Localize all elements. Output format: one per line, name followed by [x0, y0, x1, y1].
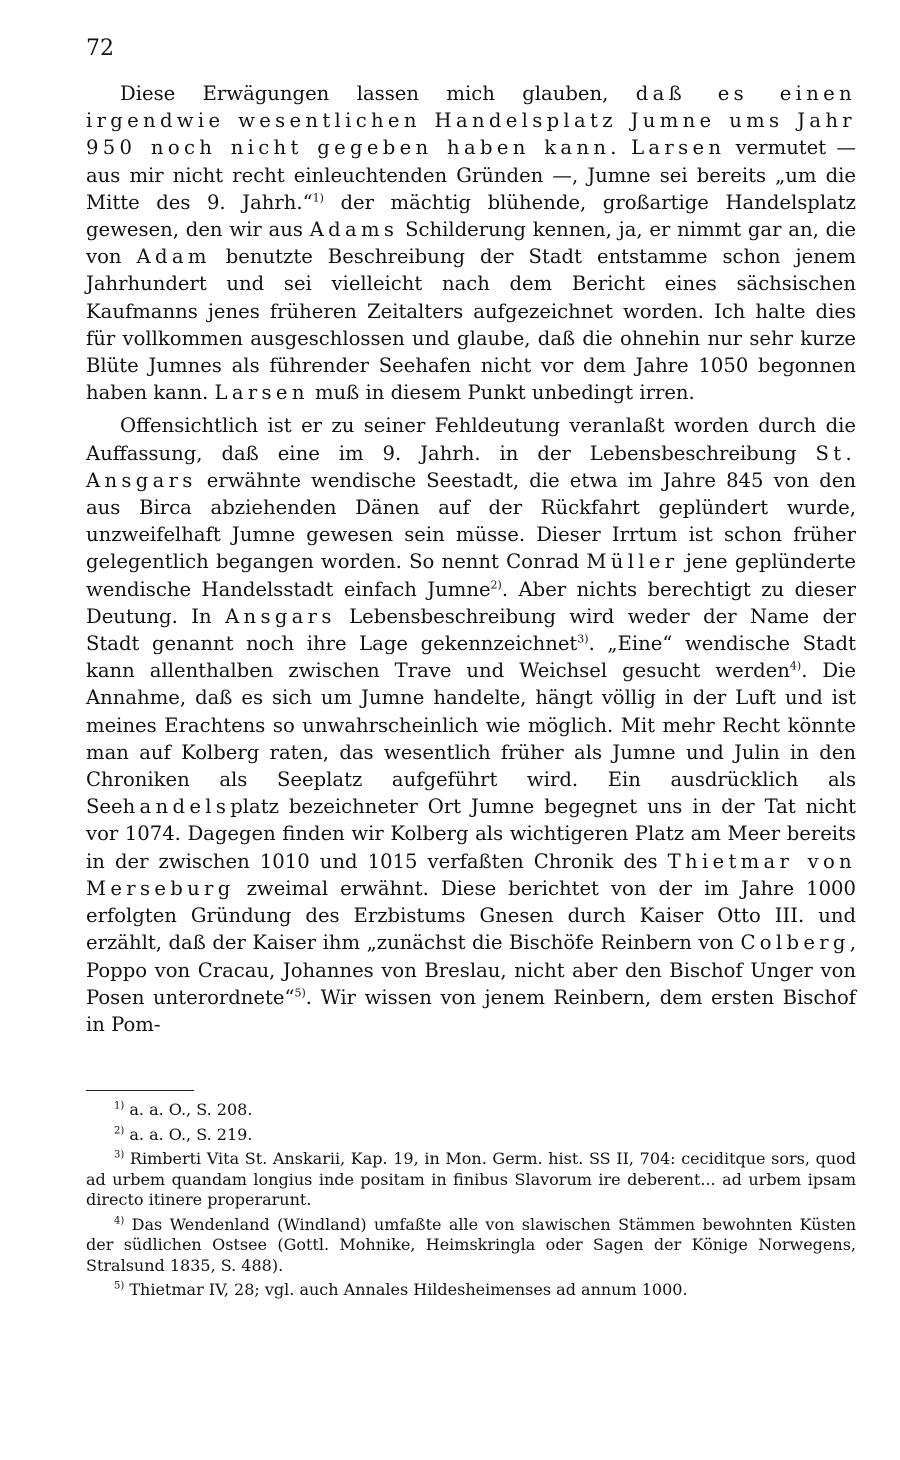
footnote [86, 1280, 856, 1301]
footnote-ref: 4) [789, 659, 802, 673]
emphasized-name: Adam [136, 245, 211, 269]
emphasized-name: Larsen [214, 381, 309, 405]
text-run: . „Eine“ wendische Stadt kann allenthalben zwischen Trave und Weichsel gesucht werden [86, 632, 856, 683]
text-run: Diese Erwägungen lassen mich glauben, [120, 82, 636, 105]
emphasized-name: daß es einen irgendwie wesentlichen Handelsplatz Jumne ums Jahr 950 noch nicht gegeben haben kann. [86, 82, 856, 160]
footnote-mark: 2) [114, 1125, 125, 1137]
footnote [86, 1215, 856, 1277]
text-run: jene geplünderte wendische Handelsstadt einfach Jumne [86, 550, 856, 601]
page-number: 72 [86, 36, 114, 61]
text-run: vermutet — aus mir nicht recht einleuchtenden Gründen —, Jumne sei bereits „um die Mitte des 9. Jahrh.“ [86, 136, 857, 214]
footnote-mark: 4) [114, 1215, 125, 1227]
text-run: Lebensbeschreibung wird weder der Name der Stadt genannt noch ihre Lage gekennzeichnet [86, 604, 856, 656]
emphasized-name: Thietmar von Merseburg [86, 849, 856, 900]
text-run [621, 136, 631, 159]
footnote-text: a. a. O., S. 219. [129, 1124, 253, 1144]
footnote-text: Das Wendenland (Windland) umfaßte alle von slawischen Stämmen bewohnten Küsten der südlichen Ostsee (Gottl. Mohnike, Heimskringla oder Sagen der Könige Norwegens, Stralsund 1835, S. 488). [86, 1214, 857, 1275]
emphasized-name: Colberg [740, 931, 850, 955]
footnote-mark: 3) [114, 1149, 125, 1161]
text-run: . Aber nichts berechtigt zu dieser Deutung. In [86, 577, 857, 628]
text-run: Schilderung kennen, ja, er nimmt gar an, die von [86, 218, 857, 269]
footnote-separator [86, 1090, 194, 1091]
footnote-mark: 1) [114, 1100, 125, 1112]
emphasized-name: St. Ansgars [86, 441, 856, 492]
paragraph [86, 80, 856, 406]
text-run: der mächtig blühende, großartige Handelsplatz gewesen, den wir aus [86, 190, 856, 242]
text-run: benutzte Beschreibung der Stadt entstamme schon jenem Jahrhundert und sei vielleicht nach dem Bericht eines sächsischen Kaufmanns jenes früheren Zeitalters aufgezeichnet worden. Ich halte dies für vollkommen ausgeschlossen und glaube, daß die ohnehin nur sehr kurze Blüte Jumnes als führender Seehafen nicht vor dem Jahre 1050 begonnen haben kann. [86, 245, 857, 405]
footnote-text: Rimberti Vita St. Anskarii, Kap. 19, in Mon. Germ. hist. SS II, 704: ceciditque sors, quod ad urbem quandam longius inde positam in finibus Slavorum ire deberent... ad urbem ipsam directo itinere properarunt. [86, 1149, 856, 1209]
footnote-ref: 5) [294, 986, 306, 1000]
paragraph [86, 412, 856, 1038]
emphasized-name: Adams [309, 218, 399, 242]
footnote-ref: 1) [312, 191, 324, 205]
text-run: . Wir wissen von jenem Reinbern, dem ersten Bischof in Pom- [86, 985, 856, 1036]
footnote-text: Thietmar IV, 28; vgl. auch Annales Hildesheimenses ad annum 1000. [129, 1280, 688, 1299]
footnote [86, 1125, 856, 1146]
text-run: , Poppo von Cracau, Johannes von Breslau, nicht aber den Bischof Unger von Posen unterordnete“ [86, 931, 856, 1009]
emphasized-name: Ansgars [225, 604, 336, 628]
text-run: Offensichtlich ist er zu seiner Fehldeutung veranlaßt worden durch die Auffassung, daß eine im 9. Jahrh. in der Lebensbeschreibung [86, 414, 856, 465]
text-run: erwähnte wendische Seestadt, die etwa im Jahre 845 von den aus Birca abziehenden Dänen auf der Rückfahrt geplündert wurde, unzweifelhaft Jumne gewesen sein müsse. Dieser Irrtum ist schon früher gelegentlich begangen worden. So nennt Conrad [86, 468, 856, 574]
text-run: platz bezeichneter Ort Jumne begegnet uns in der Tat nicht vor 1074. Dagegen finden wir Kolberg als wichtigeren Platz am Meer bereits in der zwischen 1010 und 1015 verfaßten Chronik des [86, 795, 856, 873]
footnote-text: a. a. O., S. 208. [129, 1100, 253, 1119]
footnote [86, 1149, 856, 1211]
footnote [86, 1100, 856, 1121]
footnote-ref: 3) [577, 632, 589, 646]
main-text [86, 80, 856, 1038]
emphasized-name: Larsen [631, 136, 726, 160]
footnote-ref: 2) [490, 578, 502, 592]
footnotes [86, 1100, 856, 1305]
emphasized-name: Müller [586, 550, 679, 574]
text-run: muß in diesem Punkt unbedingt irren. [308, 381, 695, 405]
text-run: . Die Annahme, daß es sich um Jumne handelte, hängt völlig in der Luft und ist meines Erachtens so unwahrscheinlich wie möglich. Mit mehr Recht könnte man auf Kolberg raten, das wesentlich früher als Jumne und Julin in den Chroniken als Seeplatz aufgeführt wird. Ein ausdrücklich als See [86, 659, 856, 819]
text-run: zweimal erwähnt. Diese berichtet von der im Jahre 1000 erfolgten Gründung des Erzbistums Gnesen durch Kaiser Otto III. und erzählt, daß der Kaiser ihm „zunächst die Bischöfe Reinbern von [86, 876, 856, 955]
emphasized-name: handels [122, 795, 231, 819]
footnote-mark: 5) [114, 1280, 125, 1292]
